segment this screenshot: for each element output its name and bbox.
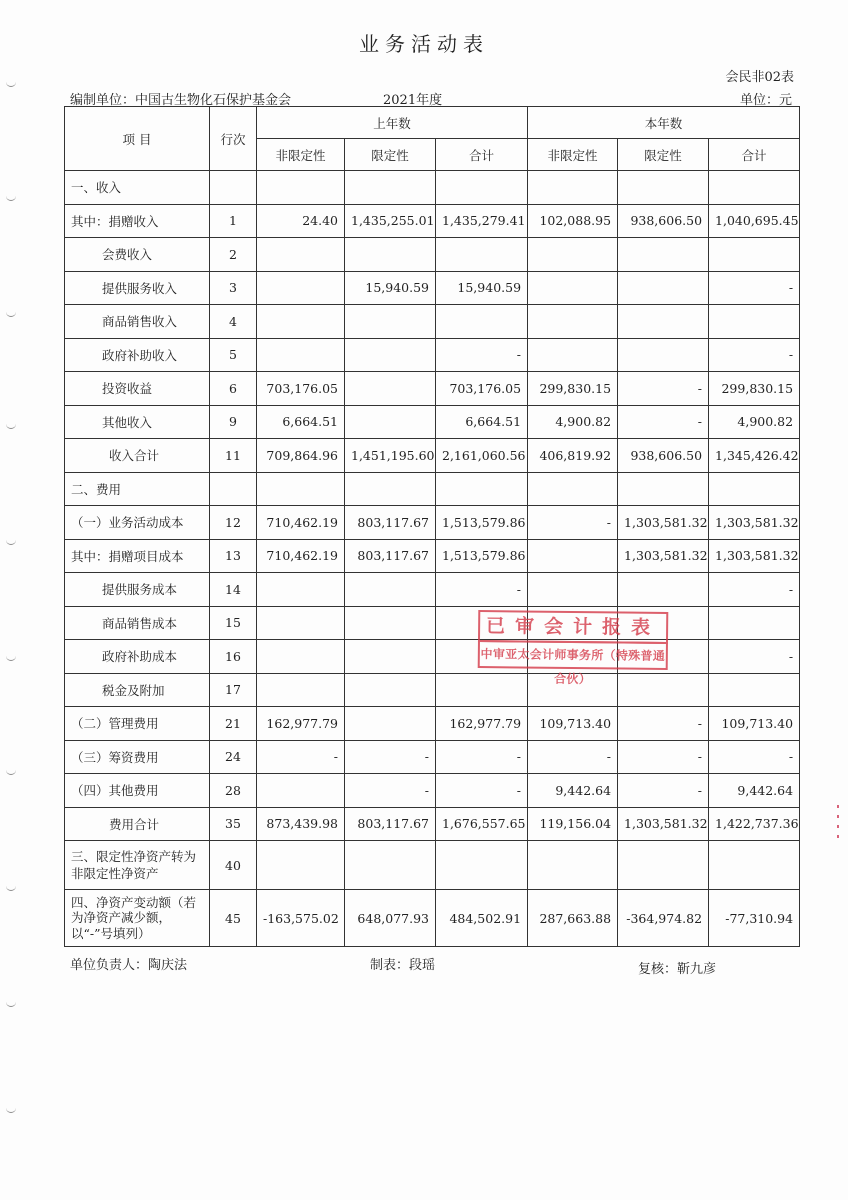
row-amount-p3: 1,513,579.86 <box>436 506 528 540</box>
row-amount-p3: - <box>436 338 528 372</box>
row-amount-p2 <box>345 472 436 506</box>
table-row <box>65 405 800 439</box>
row-amount-c1 <box>528 539 618 573</box>
table-row <box>65 807 800 841</box>
header-current-year: 本年数 <box>528 107 800 139</box>
row-amount-p1 <box>257 573 345 607</box>
header-item: 项 目 <box>65 107 210 171</box>
table-row <box>65 204 800 238</box>
table-body <box>65 171 800 947</box>
header-current-unrestricted: 非限定性 <box>528 139 618 171</box>
row-amount-p1: 162,977.79 <box>257 707 345 741</box>
row-item-label: 税金及附加 <box>65 673 210 707</box>
row-item-label: 提供服务收入 <box>65 271 210 305</box>
table-row <box>65 271 800 305</box>
table-row <box>65 305 800 339</box>
row-amount-p2: 648,077.93 <box>345 890 436 947</box>
row-amount-c3: - <box>709 573 800 607</box>
row-amount-p2: 803,117.67 <box>345 506 436 540</box>
row-amount-c2 <box>618 673 709 707</box>
row-amount-c3 <box>709 472 800 506</box>
row-amount-c3: 1,040,695.45 <box>709 204 800 238</box>
row-line-number: 14 <box>210 573 257 607</box>
row-item-label: 其他收入 <box>65 405 210 439</box>
header-prior-restricted: 限定性 <box>345 139 436 171</box>
margin-marks <box>837 805 840 845</box>
header-prior-unrestricted: 非限定性 <box>257 139 345 171</box>
row-amount-p3 <box>436 841 528 890</box>
row-amount-p1 <box>257 338 345 372</box>
row-amount-p3: 6,664.51 <box>436 405 528 439</box>
row-amount-c1 <box>528 238 618 272</box>
row-amount-p1 <box>257 774 345 808</box>
row-amount-c2 <box>618 238 709 272</box>
row-line-number: 28 <box>210 774 257 808</box>
row-line-number <box>210 472 257 506</box>
row-amount-p3: 1,676,557.65 <box>436 807 528 841</box>
row-amount-p3: - <box>436 740 528 774</box>
row-amount-c2 <box>618 171 709 205</box>
row-amount-c2: 938,606.50 <box>618 204 709 238</box>
table-row <box>65 640 800 674</box>
row-amount-c3 <box>709 238 800 272</box>
row-amount-c2 <box>618 841 709 890</box>
table-row <box>65 841 800 890</box>
table-row <box>65 506 800 540</box>
row-amount-p2 <box>345 238 436 272</box>
row-item-label: 投资收益 <box>65 372 210 406</box>
row-line-number: 24 <box>210 740 257 774</box>
scan-mark <box>6 1002 16 1007</box>
table-row <box>65 338 800 372</box>
row-line-number: 2 <box>210 238 257 272</box>
report-title: 业务活动表 <box>359 32 489 56</box>
row-amount-p1: 710,462.19 <box>257 539 345 573</box>
row-item-label: 会费收入 <box>65 238 210 272</box>
scan-mark <box>6 1108 16 1113</box>
row-amount-c2: 1,303,581.32 <box>618 506 709 540</box>
row-amount-p2 <box>345 673 436 707</box>
row-line-number: 4 <box>210 305 257 339</box>
row-amount-p1 <box>257 238 345 272</box>
row-amount-p3: - <box>436 774 528 808</box>
row-amount-c3 <box>709 673 800 707</box>
report-period: 2021年度 <box>383 93 443 108</box>
row-amount-p1 <box>257 271 345 305</box>
row-amount-c2 <box>618 573 709 607</box>
row-amount-c3: 1,303,581.32 <box>709 539 800 573</box>
row-line-number: 5 <box>210 338 257 372</box>
signature-row <box>64 954 799 977</box>
row-amount-p2 <box>345 841 436 890</box>
header-prior-year: 上年数 <box>257 107 528 139</box>
row-line-number: 13 <box>210 539 257 573</box>
row-item-label: （二）管理费用 <box>65 707 210 741</box>
row-amount-c1: 102,088.95 <box>528 204 618 238</box>
row-line-number <box>210 171 257 205</box>
row-amount-p1 <box>257 305 345 339</box>
row-item-label: 其中：捐赠收入 <box>65 204 210 238</box>
row-amount-c3: -77,310.94 <box>709 890 800 947</box>
audit-stamp <box>478 610 669 687</box>
row-amount-c2: 1,303,581.32 <box>618 539 709 573</box>
row-line-number: 35 <box>210 807 257 841</box>
row-amount-c2 <box>618 305 709 339</box>
table-row <box>65 472 800 506</box>
table-row <box>65 890 800 947</box>
row-amount-p2: 803,117.67 <box>345 539 436 573</box>
row-line-number: 3 <box>210 271 257 305</box>
unit-head-signature: 单位负责人：陶庆法 <box>70 958 188 973</box>
table-row <box>65 740 800 774</box>
form-code: 会民非02表 <box>725 70 794 85</box>
row-amount-p2: 1,451,195.60 <box>345 439 436 473</box>
row-amount-p2: 15,940.59 <box>345 271 436 305</box>
row-item-label: 商品销售成本 <box>65 606 210 640</box>
reviewer-signature: 复核：靳九彦 <box>638 962 717 977</box>
scan-mark <box>6 540 16 545</box>
row-amount-c3: - <box>709 338 800 372</box>
row-amount-c1 <box>528 573 618 607</box>
row-line-number: 12 <box>210 506 257 540</box>
row-amount-c2: 1,303,581.32 <box>618 807 709 841</box>
row-amount-c1 <box>528 472 618 506</box>
row-line-number: 17 <box>210 673 257 707</box>
row-item-label: 三、限定性净资产转为非限定性净资产 <box>65 841 210 890</box>
row-amount-p1 <box>257 640 345 674</box>
row-line-number: 16 <box>210 640 257 674</box>
row-amount-c3: 9,442.64 <box>709 774 800 808</box>
row-amount-c3: 1,422,737.36 <box>709 807 800 841</box>
row-amount-c2 <box>618 271 709 305</box>
row-amount-c3 <box>709 841 800 890</box>
report-meta <box>70 89 798 108</box>
table-row <box>65 774 800 808</box>
audit-stamp-title: 已审会计报表 <box>478 610 668 644</box>
row-amount-c3: - <box>709 640 800 674</box>
row-amount-p1 <box>257 171 345 205</box>
row-line-number: 40 <box>210 841 257 890</box>
row-amount-c1: - <box>528 506 618 540</box>
row-amount-p3 <box>436 472 528 506</box>
row-amount-c1: 4,900.82 <box>528 405 618 439</box>
row-item-label: 其中：捐赠项目成本 <box>65 539 210 573</box>
table-row <box>65 171 800 205</box>
row-item-label: 收入合计 <box>65 439 210 473</box>
scan-mark <box>6 196 16 201</box>
row-amount-p1: - <box>257 740 345 774</box>
row-item-label: 提供服务成本 <box>65 573 210 607</box>
row-line-number: 45 <box>210 890 257 947</box>
row-amount-p2 <box>345 372 436 406</box>
table-row <box>65 539 800 573</box>
row-amount-c1: 109,713.40 <box>528 707 618 741</box>
row-amount-c1: 119,156.04 <box>528 807 618 841</box>
row-amount-p1: 24.40 <box>257 204 345 238</box>
row-amount-c2 <box>618 338 709 372</box>
row-amount-c1: 406,819.92 <box>528 439 618 473</box>
row-amount-c2: - <box>618 740 709 774</box>
row-amount-c3: 1,303,581.32 <box>709 506 800 540</box>
row-amount-c3: - <box>709 271 800 305</box>
scan-mark <box>6 886 16 891</box>
row-amount-p3: 2,161,060.56 <box>436 439 528 473</box>
row-amount-p2: - <box>345 740 436 774</box>
row-amount-p2: 1,435,255.01 <box>345 204 436 238</box>
table-row <box>65 606 800 640</box>
table-row <box>65 707 800 741</box>
row-amount-p1: 873,439.98 <box>257 807 345 841</box>
row-amount-c1: - <box>528 740 618 774</box>
row-item-label: （四）其他费用 <box>65 774 210 808</box>
row-item-label: 四、净资产变动额（若为净资产减少额，以“-”号填列） <box>65 890 210 947</box>
row-amount-p3: - <box>436 573 528 607</box>
row-amount-p2: 803,117.67 <box>345 807 436 841</box>
row-item-label: 费用合计 <box>65 807 210 841</box>
table-row <box>65 372 800 406</box>
row-amount-p3 <box>436 238 528 272</box>
row-line-number: 15 <box>210 606 257 640</box>
row-amount-c2: - <box>618 372 709 406</box>
row-amount-p3: 1,435,279.41 <box>436 204 528 238</box>
row-amount-p3 <box>436 305 528 339</box>
row-amount-p1: 709,864.96 <box>257 439 345 473</box>
header-line: 行次 <box>210 107 257 171</box>
row-amount-p2 <box>345 305 436 339</box>
row-amount-p3: 703,176.05 <box>436 372 528 406</box>
activity-statement-table <box>64 106 800 947</box>
row-line-number: 11 <box>210 439 257 473</box>
row-amount-p1 <box>257 606 345 640</box>
row-amount-p1: -163,575.02 <box>257 890 345 947</box>
row-item-label: 一、收入 <box>65 171 210 205</box>
row-amount-p1: 703,176.05 <box>257 372 345 406</box>
row-amount-c2: - <box>618 707 709 741</box>
row-line-number: 1 <box>210 204 257 238</box>
scan-mark <box>6 656 16 661</box>
row-amount-p2: - <box>345 774 436 808</box>
row-amount-c1: 299,830.15 <box>528 372 618 406</box>
row-amount-p1: 6,664.51 <box>257 405 345 439</box>
row-amount-p1 <box>257 841 345 890</box>
row-amount-p2 <box>345 707 436 741</box>
row-amount-c2: - <box>618 774 709 808</box>
row-amount-p2 <box>345 606 436 640</box>
row-item-label: （一）业务活动成本 <box>65 506 210 540</box>
row-amount-p2 <box>345 338 436 372</box>
row-item-label: 政府补助收入 <box>65 338 210 372</box>
row-amount-c3: 299,830.15 <box>709 372 800 406</box>
row-amount-p1 <box>257 472 345 506</box>
audit-stamp-firm: 中审亚太会计师事务所（特殊普通合伙） <box>478 640 668 670</box>
row-item-label: （三）筹资费用 <box>65 740 210 774</box>
row-item-label: 二、费用 <box>65 472 210 506</box>
row-amount-p2 <box>345 640 436 674</box>
header-prior-total: 合计 <box>436 139 528 171</box>
row-amount-p1: 710,462.19 <box>257 506 345 540</box>
row-amount-c1: 287,663.88 <box>528 890 618 947</box>
scan-mark <box>6 312 16 317</box>
preparing-organization: 编制单位：中国古生物化石保护基金会 <box>70 93 292 108</box>
row-amount-p1 <box>257 673 345 707</box>
header-current-restricted: 限定性 <box>618 139 709 171</box>
row-amount-p2 <box>345 573 436 607</box>
row-amount-c3: 4,900.82 <box>709 405 800 439</box>
scan-mark <box>6 424 16 429</box>
row-amount-p2 <box>345 405 436 439</box>
table-row <box>65 573 800 607</box>
row-amount-c1 <box>528 841 618 890</box>
row-amount-c1 <box>528 171 618 205</box>
row-amount-p2 <box>345 171 436 205</box>
row-amount-c1 <box>528 305 618 339</box>
row-amount-c2: - <box>618 405 709 439</box>
row-amount-p3: 15,940.59 <box>436 271 528 305</box>
row-amount-c1 <box>528 338 618 372</box>
row-amount-c3: 1,345,426.42 <box>709 439 800 473</box>
row-amount-p3: 162,977.79 <box>436 707 528 741</box>
row-line-number: 6 <box>210 372 257 406</box>
table-row <box>65 673 800 707</box>
currency-unit: 单位：元 <box>739 93 792 108</box>
row-amount-c3 <box>709 606 800 640</box>
scan-mark <box>6 82 16 87</box>
table-row <box>65 439 800 473</box>
table-row <box>65 238 800 272</box>
header-current-total: 合计 <box>709 139 800 171</box>
row-amount-p3: 484,502.91 <box>436 890 528 947</box>
row-amount-p3: 1,513,579.86 <box>436 539 528 573</box>
row-amount-c3: - <box>709 740 800 774</box>
preparer-signature: 制表：段瑶 <box>370 958 436 973</box>
row-amount-c1: 9,442.64 <box>528 774 618 808</box>
scan-mark <box>6 770 16 775</box>
row-amount-c2: -364,974.82 <box>618 890 709 947</box>
row-item-label: 商品销售收入 <box>65 305 210 339</box>
row-amount-c3: 109,713.40 <box>709 707 800 741</box>
row-amount-c3 <box>709 171 800 205</box>
row-amount-c2 <box>618 472 709 506</box>
row-amount-c1 <box>528 271 618 305</box>
row-item-label: 政府补助成本 <box>65 640 210 674</box>
row-amount-p3 <box>436 171 528 205</box>
row-amount-c2: 938,606.50 <box>618 439 709 473</box>
row-line-number: 9 <box>210 405 257 439</box>
row-amount-c3 <box>709 305 800 339</box>
row-line-number: 21 <box>210 707 257 741</box>
row-amount-p3 <box>436 673 528 707</box>
